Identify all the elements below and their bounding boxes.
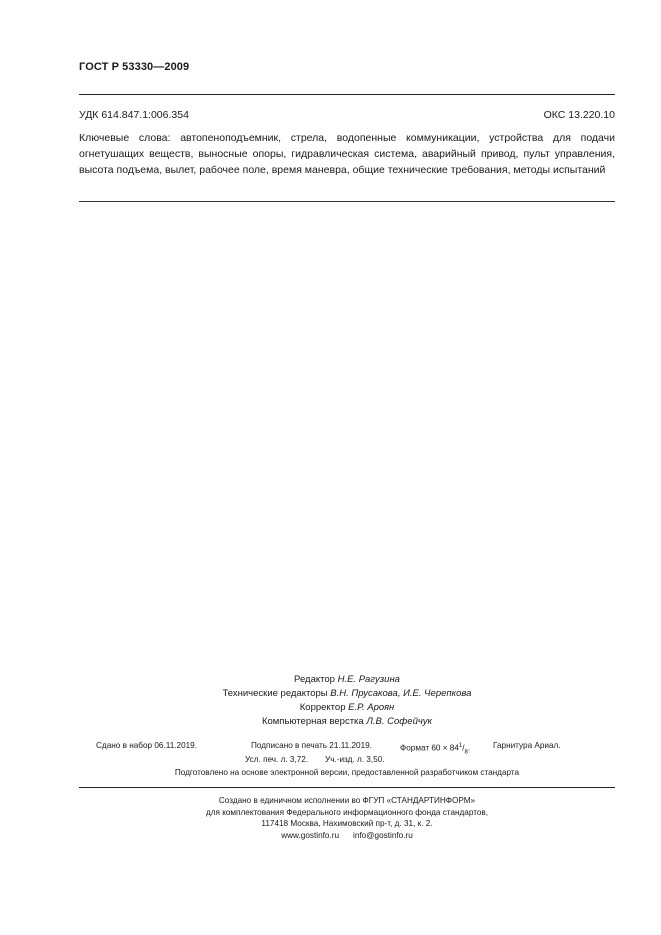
publisher-block <box>79 795 615 841</box>
editor-label: Редактор <box>294 674 335 685</box>
print-format: Формат $60 \times 84^1/_8$. <box>400 743 471 756</box>
keywords-paragraph <box>79 130 615 178</box>
keywords-text: автопеноподъемник, стрела, водопенные коммуникации, устройства для подачи огнетушащих веществ, выносные опоры, гидравлическая система, аварийный привод, пульт управления, высота подъема, вылет, рабочее поле, время маневра, общие технические требования, методы испытаний <box>79 132 615 176</box>
submitted-date: Сдано в набор 06.11.2019. <box>96 741 198 750</box>
tech-editors-label: Технические редакторы <box>222 688 328 699</box>
standard-code-header: ГОСТ Р 53330—2009 <box>79 61 190 73</box>
format-numerator: 1 <box>458 743 463 749</box>
layout-label: Компьютерная верстка <box>261 716 364 727</box>
print-info-block <box>79 739 615 767</box>
corrector-credit <box>79 701 615 715</box>
bottom-divider <box>79 787 615 788</box>
print-info-row <box>79 739 615 756</box>
keywords-divider <box>79 201 615 202</box>
publisher-address: 117418 Москва, Нахимовский пр-т, д. 31, к. 2. <box>261 819 433 828</box>
publishing-sheets: Уч.-изд. л. 3,50. <box>325 755 385 764</box>
udk-code: УДК 614.847.1:006.354 <box>79 109 189 121</box>
tech-editors-names: В.Н. Прусакова, И.Е. Черепкова <box>330 688 472 699</box>
publisher-website-link[interactable]: www.gostinfo.ru <box>281 830 340 840</box>
credits-block <box>79 673 615 729</box>
corrector-name: Е.Р. Ароян <box>348 702 395 713</box>
layout-name: Л.В. Софейчук <box>366 716 433 727</box>
format-suffix: . <box>467 743 471 753</box>
printed-sheets: Усл. печ. л. 3,72. <box>245 755 309 764</box>
editor-credit <box>79 673 615 687</box>
format-prefix: Формат 60 × 84 <box>400 743 459 753</box>
typeface-info: Гарнитура Ариал. <box>493 741 561 750</box>
top-divider <box>79 94 615 95</box>
oks-code: ОКС 13.220.10 <box>543 109 615 121</box>
publisher-line-2: для комплектования Федерального информационного фонда стандартов, <box>205 807 489 817</box>
layout-credit <box>79 715 615 729</box>
editor-name: Н.Е. Рагузина <box>337 674 400 685</box>
prepared-note: Подготовлено на основе электронной версии, предоставленной разработчиком стандарта <box>174 768 520 777</box>
tech-editors-credit <box>79 687 615 701</box>
publisher-line-1: Создано в единичном исполнении во ФГУП «СТАНДАРТИНФОРМ» <box>218 796 476 805</box>
print-info-row <box>79 753 615 767</box>
publisher-email-link[interactable]: info@gostinfo.ru <box>353 830 413 840</box>
format-denominator: 8 <box>464 749 468 756</box>
keywords-label: Ключевые слова: <box>79 132 171 144</box>
corrector-label: Корректор <box>299 702 346 713</box>
publisher-contacts <box>79 830 615 842</box>
signed-date: Подписано в печать 21.11.2019. <box>251 741 372 750</box>
